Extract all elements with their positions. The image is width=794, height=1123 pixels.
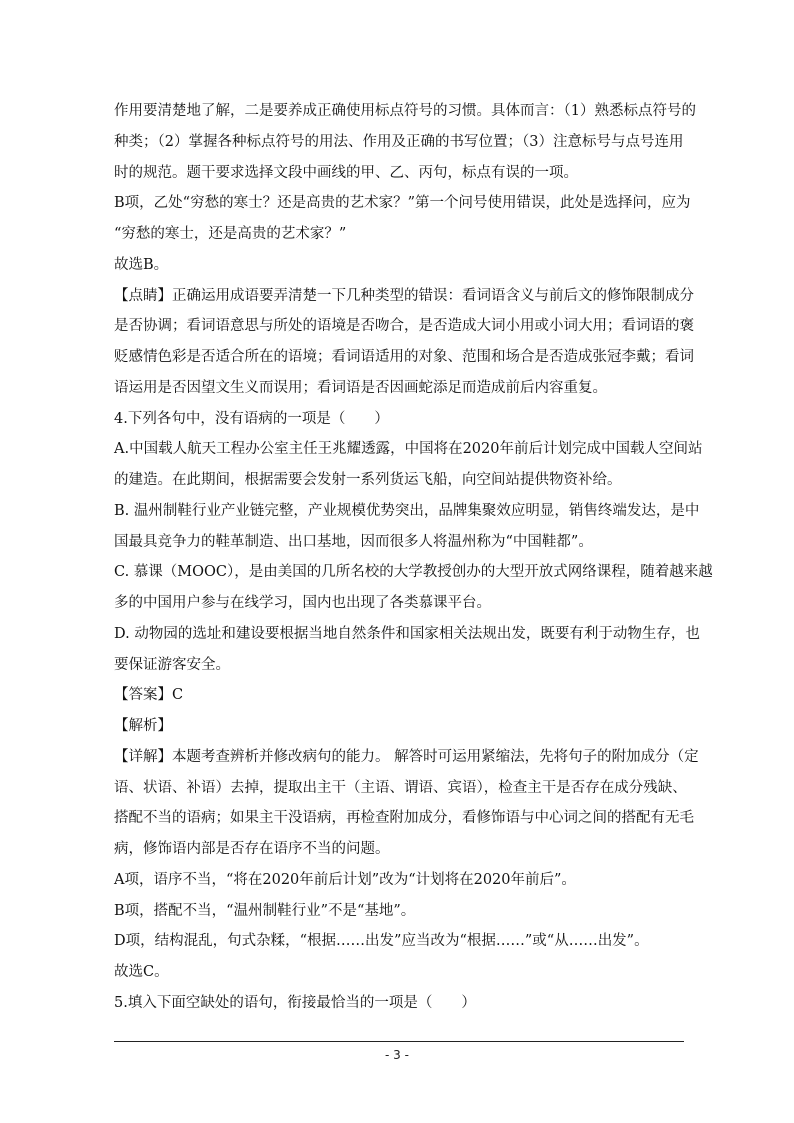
text-line: 是否协调；看词语意思与所处的语境是否吻合，是否造成大词小用或小词大用；看词语的褒	[114, 318, 694, 335]
text-line: 故选C。	[114, 964, 169, 980]
text-line: B项，乙处“穷愁的寒士？还是高贵的艺术家？”第一个问号使用错误，此处是选择问，应为	[114, 195, 691, 212]
text-line: D项，结构混乱，句式杂糅，“根据……出发”应当改为“根据……”或“从……出发”。	[114, 933, 649, 950]
detail-line: 【详解】本题考查辨析并修改病句的能力。 解答时可运用紧缩法，先将句子的附加成分（定	[114, 748, 699, 765]
text-line: A项，语序不当，“将在2020年前后计划”改为“计划将在2020年前后”。	[114, 871, 576, 888]
answer-line: 【答案】C	[114, 687, 184, 704]
text-line: B项，搭配不当，“温州制鞋行业”不是“基地”。	[114, 902, 416, 919]
text-line: 作用要清楚地了解，二是要养成正确使用标点符号的习惯。具体而言：（1）熟悉标点符号的	[114, 103, 696, 119]
option-d-line: D. 动物园的选址和建设要根据当地自然条件和国家相关法规出发，既要有利于动物生存，也	[114, 625, 700, 642]
footer-divider	[114, 1041, 684, 1042]
text-line: 要保证游客安全。	[114, 656, 230, 673]
option-c-line: C. 慕课（MOOC），是由美国的几所名校的大学教授创办的大型开放式网络课程，随着越来越	[114, 564, 713, 581]
text-line: 故选B。	[114, 256, 169, 273]
text-line: 国最具竞争力的鞋革制造、出口基地，因而很多人将温州称为“中国鞋都”。	[114, 533, 593, 550]
text-line: 语运用是否因望文生义而误用；看词语是否因画蛇添足而造成前后内容重复。	[114, 379, 607, 396]
page-number: - 3 -	[385, 1048, 409, 1062]
text-line: 贬感情色彩是否适合所在的语境；看词语适用的对象、范围和场合是否造成张冠李戴；看词	[114, 349, 694, 365]
text-line: 多的中国用户参与在线学习，国内也出现了各类慕课平台。	[114, 595, 491, 611]
text-line: 的建造。在此期间，根据需要会发射一系列货运飞船，向空间站提供物资补给。	[114, 472, 622, 488]
note-heading-line: 【点睛】正确运用成语要弄清楚一下几种类型的错误：看词语含义与前后文的修饰限制成分	[114, 287, 694, 304]
text-line: 语、状语、补语）去掉，提取出主干（主语、谓语、宾语），检查主干是否存在成分残缺、	[114, 779, 687, 796]
option-a-line: A.中国载人航天工程办公室主任王兆耀透露，中国将在2020年前后计划完成中国载人空间站	[114, 441, 703, 458]
document-body	[114, 96, 713, 1019]
question-5-stem: 5.填入下面空缺处的语句，衔接最恰当的一项是（ ）	[114, 994, 476, 1011]
question-4-stem: 4.下列各句中，没有语病的一项是（ ）	[114, 410, 389, 427]
analysis-heading: 【解析】	[114, 718, 172, 734]
text-line: 病，修饰语内部是否存在语序不当的问题。	[114, 841, 390, 857]
option-b-line: B. 温州制鞋行业产业链完整，产业规模优势突出，品牌集聚效应明显，销售终端发达，是中	[114, 502, 700, 519]
text-line: “穷愁的寒士，还是高贵的艺术家？”	[114, 226, 347, 242]
text-line: 时的规范。题干要求选择文段中画线的甲、乙、丙句，标点有误的一项。	[114, 164, 578, 181]
text-line: 种类；（2）掌握各种标点符号的用法、作用及正确的书写位置；（3）注意标号与点号连用	[114, 133, 684, 150]
text-line: 搭配不当的语病；如果主干没语病，再检查附加成分，看修饰语与中心词之间的搭配有无毛	[114, 810, 694, 827]
